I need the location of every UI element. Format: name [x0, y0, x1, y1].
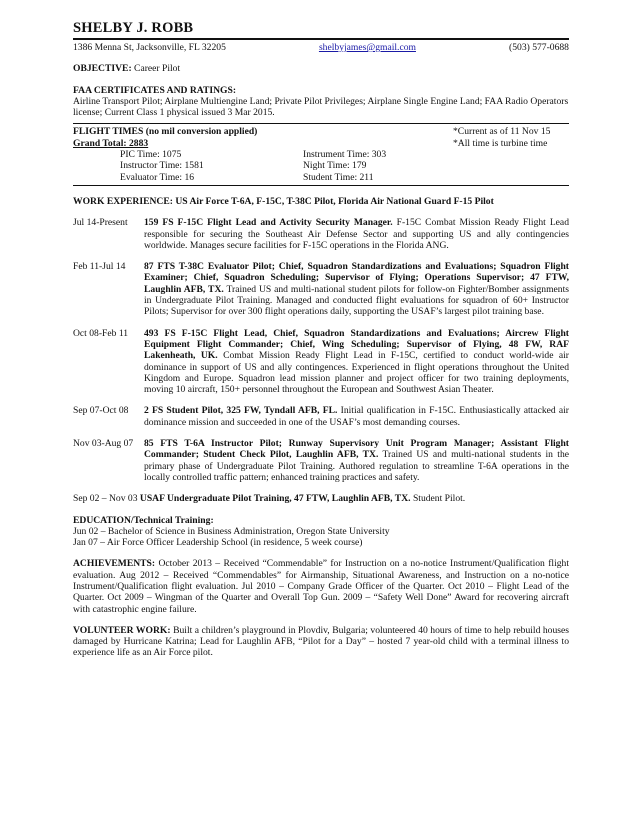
job-title: 85 FTS T-6A Instructor Pilot; Runway Supervisory Unit Program Manager; Assistant Flight Commander; Student Check Pilot, Laughlin AFB, TX.: [144, 438, 569, 461]
faa-text: Airline Transport Pilot; Airplane Multiengine Land; Private Pilot Privileges; Airplane Single Engine Land; FAA Radio Operators license; Current Class 1 physical issued 3 Mar 2015.: [73, 95, 569, 119]
grand-total: Grand Total: 2883: [73, 137, 149, 149]
objective-label: OBJECTIVE:: [73, 63, 132, 75]
flight-times-label: FLIGHT TIMES (no mil conversion applied): [73, 126, 258, 138]
job-entry: [73, 405, 569, 428]
flight-times-header: [73, 126, 569, 137]
job-description: F-15C Combat Mission Ready Flight Lead responsible for securing the Southeast Air Defense Sector and supporting US and ally contingencies worldwide. Manages secure facilities for F-15C operations in the Florida ANG.: [144, 217, 569, 251]
flight-times-grid: [73, 149, 569, 183]
header-rule: [73, 38, 569, 40]
volunteer-section: [73, 625, 569, 659]
job-body: [144, 438, 569, 483]
job-body: [144, 405, 569, 428]
evaluator-time: Evaluator Time: 16: [120, 171, 195, 183]
achievements-text: October 2013 – Received “Commendable” for Instruction on a no-notice Instrument/Qualification flight evaluation. Aug 2012 – Received “Commendables” for Airmanship, Situational Awareness, and Instruction on a no-notice Instrument/Qualification flight evaluation. Jul 2010 – Company Grade Officer of the Quarter. Oct 2010 – Flight Lead of the Quarter. Oct 2009 – Wingman of the Quarter and Overall Top Gun. 2009 – “Safety Well Done” Award for recovering aircraft with catastrophic engine failure.: [73, 558, 569, 615]
job-title: 87 FTS T-38C Evaluator Pilot; Chief, Squadron Standardizations and Evaluations; Squadron Flight Examiner; Chief, Squadron Scheduling; Supervisor of Flying; Operations Supervisor; 47 FTW, Laughlin AFB, TX.: [144, 261, 569, 295]
job-entry: [73, 261, 569, 317]
flight-times-note-turbine: *All time is turbine time: [453, 137, 548, 149]
grand-total-line: [73, 138, 569, 149]
job-entry: [73, 328, 569, 396]
job-title: 2 FS Student Pilot, 325 FW, Tyndall AFB, FL.: [144, 405, 338, 417]
faa-section: [73, 85, 569, 119]
volunteer-text: Built a children’s playground in Plovdiv, Bulgaria; volunteered 40 hours of time to help rebuild houses damaged by Hurricane Katrina; Lead for Laughlin AFB, “Pilot for a Day” – hosted 7 year-old child with a terminal illness to experience life as an Air Force pilot.: [73, 624, 569, 659]
usaf-text: Student Pilot.: [412, 493, 466, 505]
education-line: Jan 07 – Air Force Officer Leadership School (in residence, 5 week course): [73, 537, 363, 549]
instrument-time: Instrument Time: 303: [303, 149, 387, 161]
job-title: 159 FS F-15C Flight Lead and Activity Security Manager.: [144, 217, 393, 229]
student-time: Student Time: 211: [303, 171, 374, 183]
job-description: Combat Mission Ready Flight Lead in F-15C, certified to conduct world-wide air dominance in support of US and ally contingences. Experienced in flight operations throughout the United Kingdom and Europe. Squadron lead mission planner and project officer for two training deployments, moving 10 aircraft, 150+ personnel throughout the European and Southwest Asian Theater.: [144, 350, 570, 396]
usaf-title: USAF Undergraduate Pilot Training, 47 FTW, Laughlin AFB, TX.: [139, 493, 411, 505]
job-dates: Nov 03-Aug 07: [73, 438, 134, 450]
job-body: [144, 217, 569, 251]
usaf-dates: Sep 02 – Nov 03: [73, 493, 138, 505]
objective-section: [73, 63, 569, 74]
objective-text: Career Pilot: [134, 63, 181, 75]
job-dates: Oct 08-Feb 11: [73, 327, 129, 339]
job-description: Trained US and multi-national students in the primary phase of Undergraduate Pilot Training. Authored regulation to streamline T-6A operations in the locally controlled traffic pattern; enhanced training practices and safety.: [144, 449, 569, 483]
faa-label: FAA CERTIFICATES AND RATINGS:: [73, 84, 237, 96]
job-entry: [73, 217, 569, 251]
job-body: [144, 328, 569, 396]
job-dates: Sep 07-Oct 08: [73, 405, 129, 417]
phone: (503) 577-0688: [509, 42, 569, 53]
usaf-training-line: [73, 493, 569, 504]
job-body: [144, 261, 569, 317]
flight-times-section: [73, 126, 569, 182]
pic-time: PIC Time: 1075: [120, 149, 182, 161]
achievements-section: [73, 558, 569, 614]
flight-times-bottom-rule: [73, 185, 569, 186]
job-entry: [73, 438, 569, 483]
night-time: Night Time: 179: [303, 160, 367, 172]
job-dates: Jul 14-Present: [73, 217, 128, 229]
applicant-name: SHELBY J. ROBB: [73, 20, 194, 36]
education-label: EDUCATION/Technical Training:: [73, 514, 214, 526]
flight-times-note-current: *Current as of 11 Nov 15: [453, 126, 551, 138]
instructor-time: Instructor Time: 1581: [120, 160, 204, 172]
email-link[interactable]: shelbyjames@gmail.com: [318, 42, 416, 53]
job-dates: Feb 11-Jul 14: [73, 261, 126, 273]
education-line: Jun 02 – Bachelor of Science in Business Administration, Oregon State University: [73, 525, 390, 537]
job-description: Initial qualification in F-15C. Enthusiastically attacked air dominance mission and succeeded in one of the USAF’s most demanding courses.: [144, 405, 570, 428]
work-experience-label: WORK EXPERIENCE: US Air Force T-6A, F-15C, T-38C Pilot, Florida Air National Guard F-15 Pilot: [73, 195, 494, 207]
education-section: [73, 515, 569, 549]
address: 1386 Menna St, Jacksonville, FL 32205: [73, 42, 226, 53]
flight-times-top-rule: [73, 123, 569, 124]
volunteer-label: VOLUNTEER WORK:: [73, 624, 171, 636]
contact-line: [73, 42, 569, 53]
resume-page: [73, 20, 569, 659]
job-title: 493 FS F-15C Flight Lead, Chief, Squadron Standardizations and Evaluations; Aircrew Flight Equipment Flight Commander; Chief, Wing Scheduling; Supervisor of Flying, 48 FW, RAF Lakenheath, UK.: [144, 327, 569, 362]
achievements-label: ACHIEVEMENTS:: [73, 558, 156, 570]
job-description: Trained US and multi-national student pilots for follow-on Fighter/Bomber assignments in Undergraduate Pilot Training. Managed and conducted flight evaluations for squadron of 60+ Instructor Pilots; Supervisor for over 300 flight operations daily, supporting the USAF’s largest pilot training base.: [144, 283, 569, 318]
